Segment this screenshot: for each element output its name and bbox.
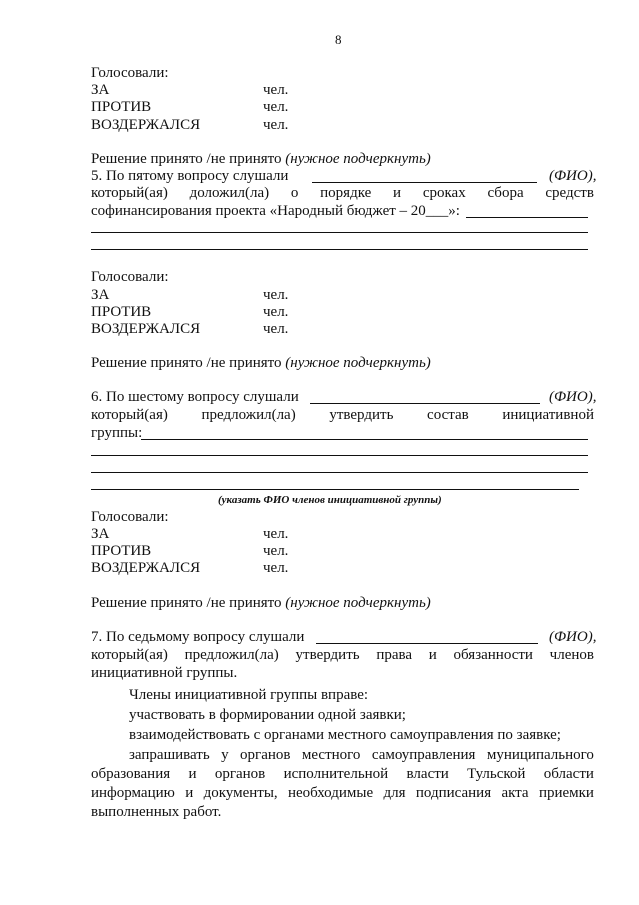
vote-abstain-unit: чел. (263, 321, 289, 337)
word: подписания (415, 785, 492, 801)
q6-caption: (указать ФИО членов инициативной группы) (218, 494, 442, 506)
q5-fio-label: (ФИО), (549, 168, 597, 184)
q6-fio-label: (ФИО), (549, 389, 597, 405)
word: предложил(ла) (201, 407, 296, 423)
decision-note: (нужное подчеркнуть) (285, 595, 431, 611)
q7-line2 (91, 646, 594, 664)
q5-intro: 5. По пятому вопросу слушали (91, 168, 289, 184)
decision-line (91, 150, 431, 168)
q6-blank-line-1 (91, 455, 588, 456)
vote-against-label: ПРОТИВ (91, 99, 152, 115)
q7-paragraph-1: Члены инициативной группы вправе: (129, 687, 369, 703)
word: сроках (422, 185, 466, 201)
vote-against-unit: чел. (263, 99, 289, 115)
word: утвердить (329, 407, 394, 423)
word: права (376, 647, 413, 663)
word: области (543, 766, 594, 782)
word: и (185, 785, 194, 801)
word: и (428, 647, 437, 663)
q6-blank-line-2 (91, 472, 588, 473)
vote-abstain-label: ВОЗДЕРЖАЛСЯ (91, 321, 201, 337)
word: исполнительной (283, 766, 389, 782)
vote-abstain-unit: чел. (263, 560, 289, 576)
q5-blank-line-2 (91, 249, 588, 250)
q5-fio-blank (312, 182, 537, 183)
word: доложил(ла) (189, 185, 270, 201)
decision-text: Решение принято /не принято (91, 595, 282, 611)
word: порядке (320, 185, 372, 201)
word: местного (301, 747, 361, 763)
q7-fio-blank (316, 643, 538, 644)
decision-note: (нужное подчеркнуть) (285, 151, 431, 167)
q7-paragraph-3: взаимодействовать с органами местного самоуправления по заявке; (129, 727, 561, 743)
word: документы, (203, 785, 278, 801)
word: органов (240, 747, 291, 763)
decision-text: Решение принято /не принято (91, 355, 282, 371)
word: который(ая) (91, 407, 168, 423)
page-number: 8 (335, 32, 342, 47)
vote-for-label: ЗА (91, 82, 110, 98)
word: запрашивать (129, 747, 210, 763)
q7-paragraph-4-line-2 (91, 765, 594, 783)
decision-text: Решение принято /не принято (91, 151, 282, 167)
q7-paragraph-4-line-1 (129, 746, 594, 764)
word: для (383, 785, 406, 801)
word: самоуправления (371, 747, 476, 763)
vote-against-unit: чел. (263, 543, 289, 559)
q6-blank-inline (141, 439, 588, 440)
vote-for-unit: чел. (263, 526, 289, 542)
vote-header: Голосовали: (91, 65, 169, 81)
word: и (393, 185, 402, 201)
decision-line (91, 354, 431, 372)
decision-line (91, 594, 431, 612)
vote-abstain-label: ВОЗДЕРЖАЛСЯ (91, 117, 201, 133)
word: муниципального (486, 747, 594, 763)
vote-abstain-unit: чел. (263, 117, 289, 133)
q6-line2 (91, 406, 594, 424)
word: членов (549, 647, 594, 663)
q7-paragraph-4-line-3 (91, 784, 594, 802)
vote-against-label: ПРОТИВ (91, 543, 152, 559)
decision-note: (нужное подчеркнуть) (285, 355, 431, 371)
q7-line3: инициативной группы. (91, 665, 238, 681)
vote-header: Голосовали: (91, 509, 169, 525)
q6-intro: 6. По шестому вопросу слушали (91, 389, 299, 405)
word: который(ая) (91, 647, 168, 663)
word: информацию (91, 785, 175, 801)
word: образования (91, 766, 171, 782)
q7-paragraph-4-line-4: выполненных работ. (91, 804, 222, 820)
q7-fio-label: (ФИО), (549, 629, 597, 645)
word: приемки (538, 785, 594, 801)
q6-fio-blank (310, 403, 540, 404)
word: обязанности (453, 647, 533, 663)
word: Тульской (467, 766, 526, 782)
word: и (188, 766, 197, 782)
vote-against-label: ПРОТИВ (91, 304, 152, 320)
vote-for-unit: чел. (263, 287, 289, 303)
word: сбора (487, 185, 524, 201)
word: инициативной (502, 407, 594, 423)
word: акта (501, 785, 529, 801)
vote-for-label: ЗА (91, 526, 110, 542)
q5-blank-line-1 (91, 232, 588, 233)
word: у (221, 747, 229, 763)
q5-line3: софинансирования проекта «Народный бюджет – 20___»: (91, 203, 460, 219)
q7-intro: 7. По седьмому вопросу слушали (91, 629, 305, 645)
vote-abstain-label: ВОЗДЕРЖАЛСЯ (91, 560, 201, 576)
word: предложил(ла) (184, 647, 279, 663)
word: о (290, 185, 299, 201)
word: органов (214, 766, 266, 782)
vote-for-label: ЗА (91, 287, 110, 303)
vote-for-unit: чел. (263, 82, 289, 98)
vote-header: Голосовали: (91, 269, 169, 285)
word: власти (406, 766, 449, 782)
q5-line2 (91, 184, 594, 202)
q5-blank-inline (466, 217, 588, 218)
q7-paragraph-2: участвовать в формировании одной заявки; (129, 707, 406, 723)
word: средств (545, 185, 594, 201)
word: необходимые (288, 785, 374, 801)
q6-line3: группы: (91, 425, 143, 441)
word: который(ая) (91, 185, 168, 201)
q6-blank-line-3 (91, 489, 579, 490)
vote-against-unit: чел. (263, 304, 289, 320)
word: состав (427, 407, 469, 423)
word: утвердить (295, 647, 360, 663)
